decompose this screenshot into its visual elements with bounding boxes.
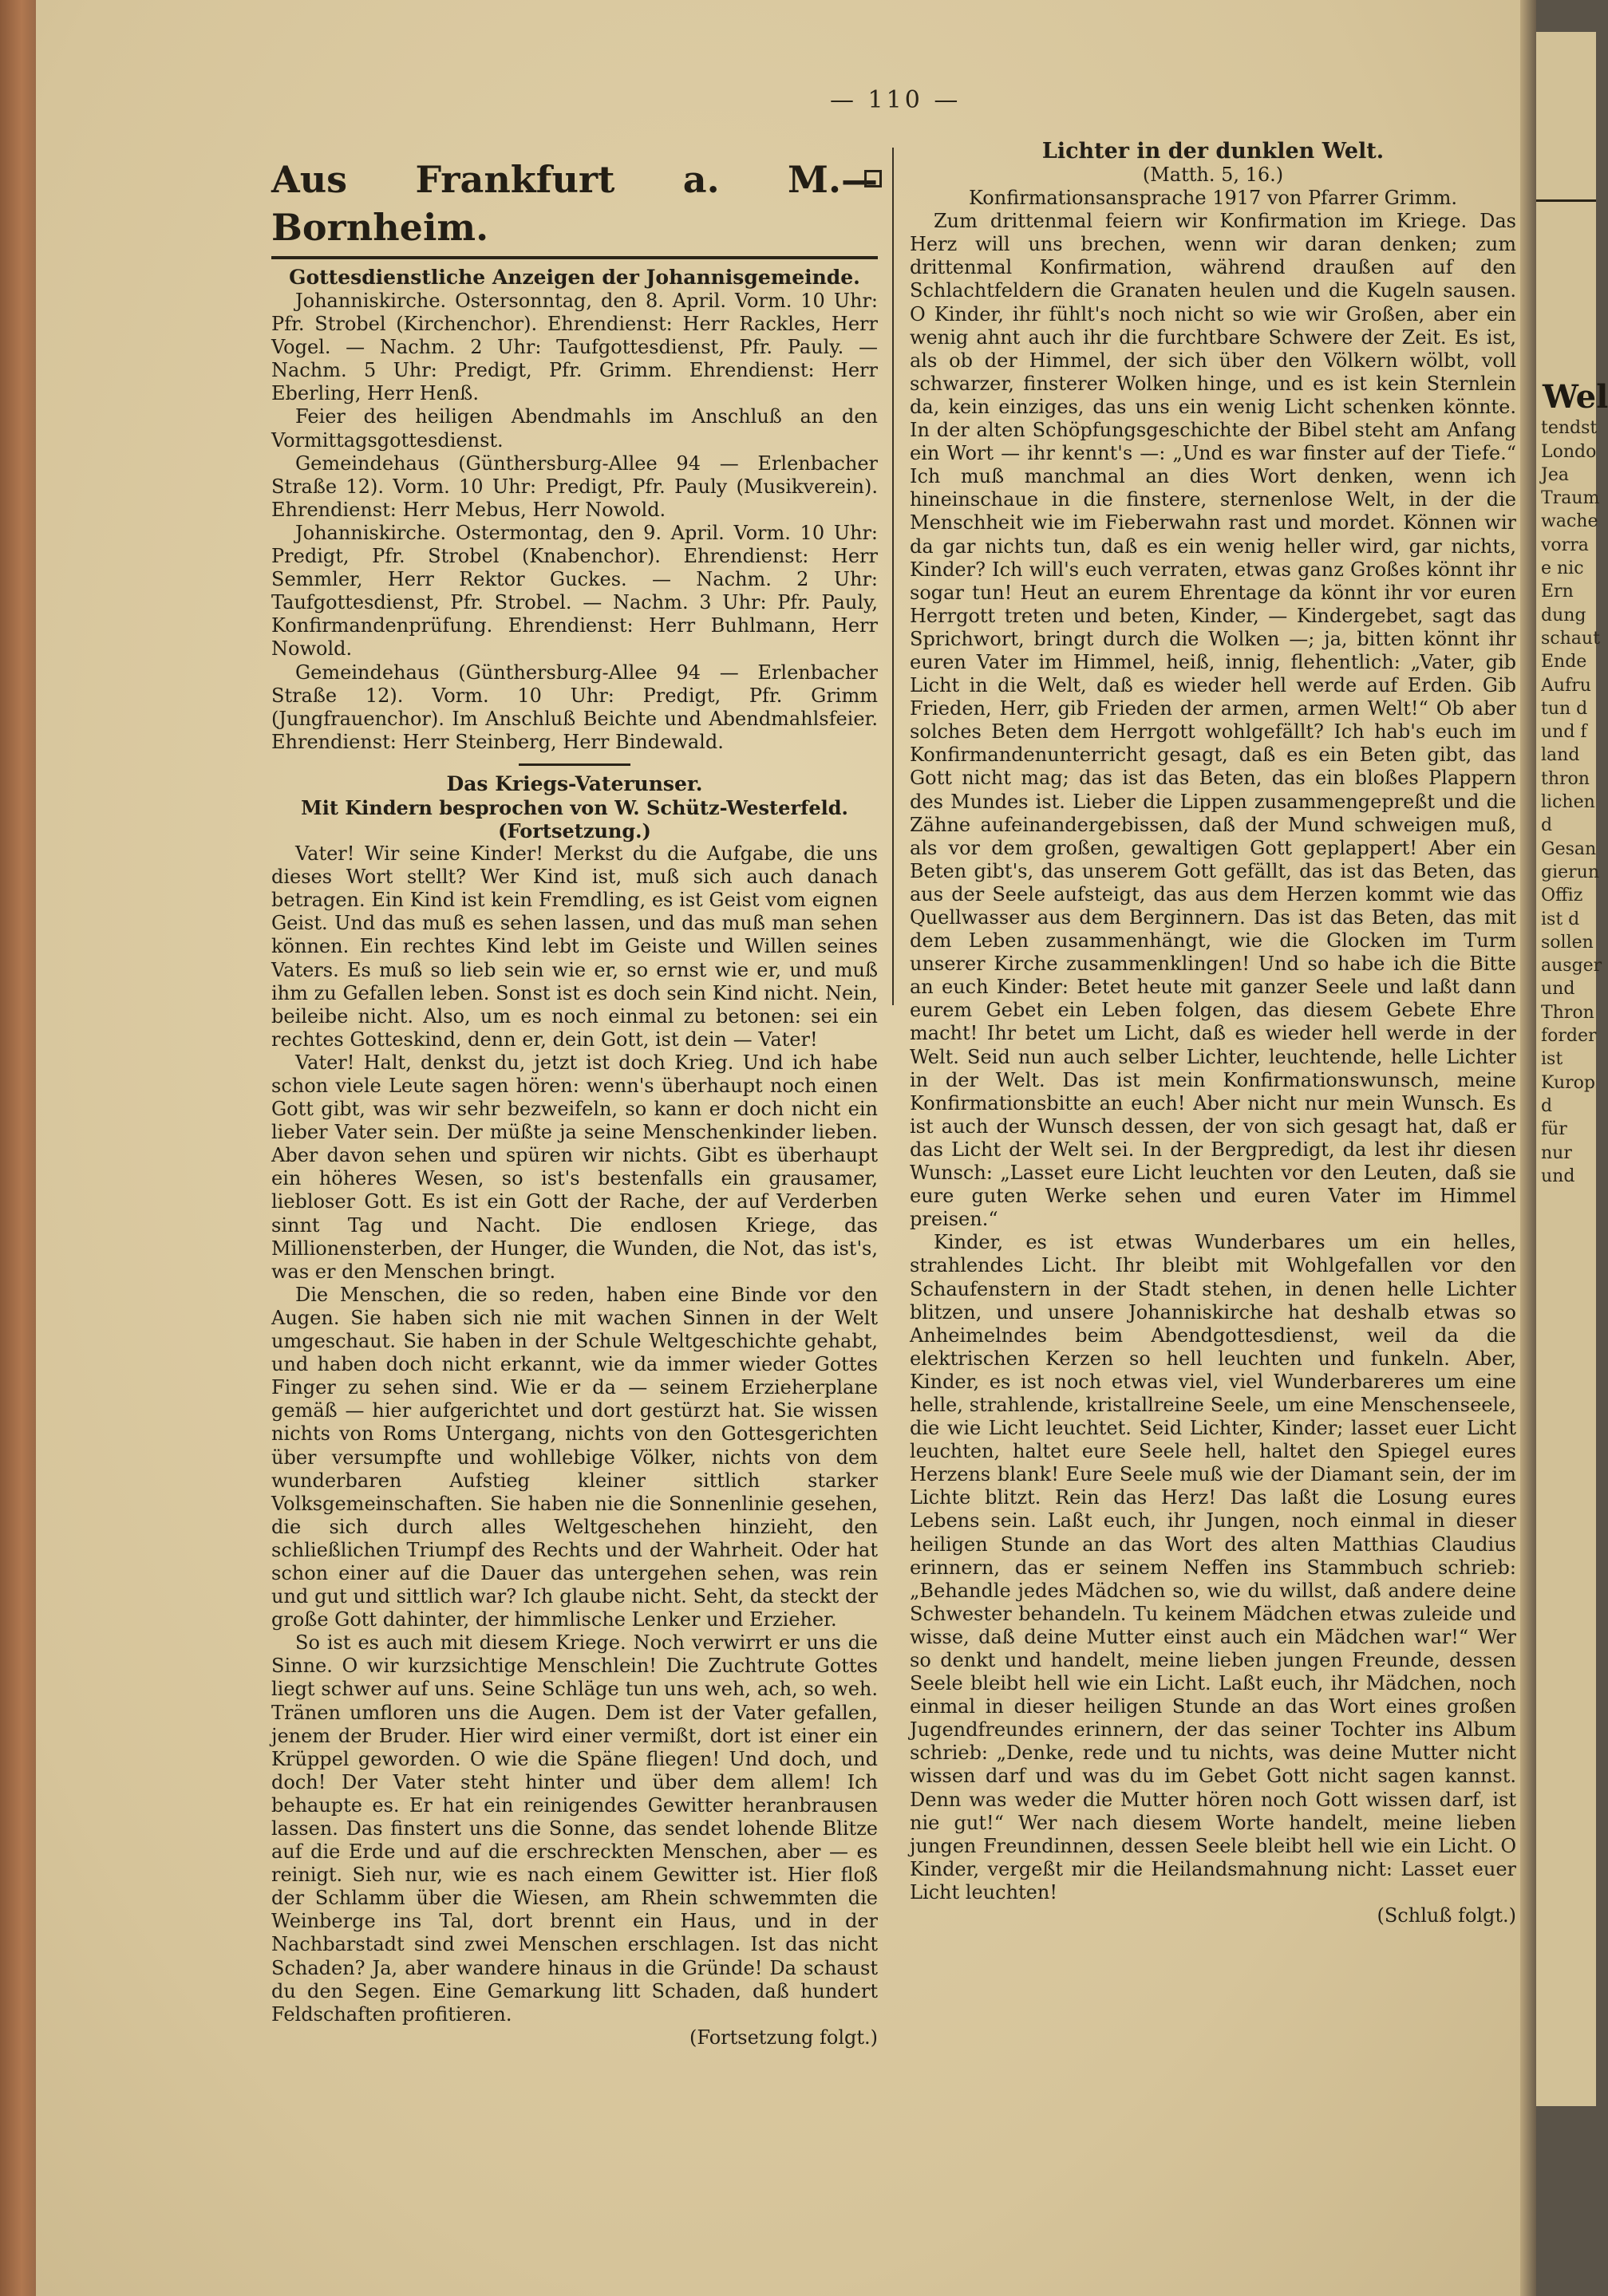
column-divider [892,148,894,1005]
section-divider [519,763,630,766]
article-title: Das Kriegs-Vaterunser. [446,771,703,795]
headline-text: Aus Frankfurt a. M.—Bornheim. [271,158,878,249]
adjacent-page-text-fragment: Londo [1541,441,1597,462]
square-ornament-icon [864,170,882,187]
local-news-headline [271,156,878,259]
adjacent-page-text-fragment: und f [1541,722,1587,743]
article-paragraph: Vater! Halt, denkst du, jetzt ist doch Krieg. Und ich habe schon viele Leute sagen hören: wenn's überhaupt noch einen Gott gibt, was wir sehr bezweifeln, so kann er doch nicht ein lieber Vater sein. Der müßte ja seine Menschenkinder lieben. Aber davon sehen und spüren wir nichts. Gibt es überhaupt ein höheres Wesen, so ist's bestenfalls ein grausamer, liebloser Gott. Es ist ein Gott der Rache, der auf Verderben sinnt Tag und Nacht. Die endlosen Kriege, das Millionensterben, der Hunger, die Wunden, die Not, das ist's, was er den Menschen bringt. [271,1051,878,1283]
adjacent-page-text-fragment: vorra [1541,535,1589,555]
service-notice: Gemeindehaus (Günthersburg-Allee 94 — Erlenbacher Straße 12). Vorm. 10 Uhr: Predigt, Pfr. Grimm (Jungfrauenchor). Im Anschluß Beichte und Abendmahlsfeier. Ehrendienst: Herr Steinberg, Herr Bindewald. [271,661,878,753]
adjacent-page-edge [1536,32,1608,2106]
adjacent-page-text-fragment: e nic [1541,558,1584,579]
page-number: — 110 — [830,86,962,114]
adjacent-page-text-fragment: d [1541,1095,1553,1116]
page-gutter [1520,0,1536,2296]
concluding-note: (Schluß folgt.) [1377,1904,1516,1927]
scripture-reference: (Matth. 5, 16.) [1142,164,1284,186]
service-notice: Gemeindehaus (Günthersburg-Allee 94 — Erlenbacher Straße 12). Vorm. 10 Uhr: Predigt, Pfr. Pauly (Musikverein). Ehrendienst: Herr Mebus, Herr Nowold. [271,452,878,521]
service-notice: Feier des heiligen Abendmahls im Anschluß an den Vormittagsgottesdienst. [271,405,878,452]
adjacent-page-text-fragment: forder [1541,1026,1597,1047]
continued-note: (Fortsetzung folgt.) [689,2026,878,2049]
adjacent-page-text-fragment: tendst [1541,418,1598,439]
sermon-paragraph: Zum drittenmal feiern wir Konfirmation im Kriege. Das Herz will uns brechen, wenn wir daran denken; zum drittenmal Konfirmation, während draußen auf den Schlachtfeldern die Granaten heulen und die Kugeln sausen. O Kinder, ihr fühlt's noch nicht so wie wir Großen, aber ein wenig ahnt auch ihr die furchtbare Schwere der Zeit. Es ist, als ob der Himmel, der sich über den Völkern wölbt, voll schwarzer, finsterer Wolken hinge, und es ist kein Sternlein da, kein einziges, das uns ein wenig Licht schenken könnte. In der alten Schöpfungsgeschichte der Bibel steht am Anfang ein Wort — ihr kennt's —: „Und es war finster auf der Tiefe.“ Ich muß manchmal an dies Wort denken, wenn ich hineinschaue in die finstere, sternenlose Welt, in der die Menschheit wie im Fieberwahn rast und mordet. Können wir da gar nichts tun, daß es ein wenig heller wird, gar nichts, Kinder? Ich will's euch verraten, etwas ganz Großes könnt ihr sogar tun! Heut an eurem Ehrentage da könnt ihr vor euren Herrgott treten und beten, Kinder, — Kindergebet, sagt das Sprichwort, bringt durch die Wolken —; ja, bitten könnt ihr euren Vater im Himmel, heiß, innig, flehentlich: „Vater, gib Licht in die Welt, daß es wieder hell werde auf Erden. Gib Frieden, Herr, gib Frieden der armen, armen Welt!“ Ob aber solches Beten dem Herrgott wohlgefällt? Ich hab's euch im Konfirmandenunterricht gesagt, daß es ein Beten gibt, das Gott nicht mag; das ist das Beten, das ein bloßes Plappern des Mundes ist. Lieber die Lippen zusammengepreßt und die Zähne aufeinandergebissen, daß der Mund schweigen muß, als vor dem großen, gewaltigen Gott geplappert! Aber ein Beten gibt's, das unserem Gott gefällt, das ist das Beten, das aus der Seele aufsteigt, das aus dem Herzen kommt wie das Quellwasser aus dem Berginnern. Das ist das Beten, das mit dem Leben zusammenhängt, wie die Glocken im Turm unserer Kirche zusammenklingen! Und so habe ich die Bitte an euch Kinder: Betet heute mit ganzer Seele und laßt dann eurem Gebet ein Leben folgen, das diesem Gebete Ehre macht! Ihr betet um Licht, daß es wieder hell werde in der Welt. Seid nun auch selber Lichter, leuchtende, helle Lichter in der Welt. Das ist mein Konfirmationswunsch, meine Konfirmationsbitte an euch! Aber nicht nur mein Wunsch. Es ist auch der Wunsch dessen, der von sich gesagt hat, daß er das Licht der Welt sei. In der Bergpredigt, da lest ihr diesen Wunsch: „Lasset eure Licht leuchten vor den Leuten, daß sie eure guten Werke sehen und euren Vater im Himmel preisen.“ [910,210,1516,1231]
article-paragraph: Die Menschen, die so reden, haben eine Binde vor den Augen. Sie haben sich nie mit wachen Sinnen in der Welt umgeschaut. Sie haben in der Schule Weltgeschichte gehabt, und haben doch nicht erkannt, wie da immer wieder Gottes Finger zu sehen sind. Wie er da — seinem Erzieherplane gemäß — hier aufgerichtet und dort gestürzt hat. Sie wissen nichts von Roms Untergang, nichts von den Gottesgerichten über versumpfte und wohllebige Völker, nichts von dem wunderbaren Aufstieg kleiner sittlich starker Volksgemeinschaften. Sie haben nie die Sonnenlinie gesehen, die sich durch alles Weltgeschehen hinzieht, den schließlichen Triumpf des Rechts und der Wahrheit. Oder hat schon einer auf die Dauer das untergehen sehen, was rein und gut und sittlich war? Ich glaube nicht. Seht, da steckt der große Gott dahinter, der himmlische Lenker und Erzieher. [271,1283,878,1631]
adjacent-page-text-fragment: ist d [1541,909,1580,929]
article-paragraph: Vater! Wir seine Kinder! Merkst du die Aufgabe, die uns dieses Wort stellt? Wer Kind ist, muß sich auch danach betragen. Ein Kind ist kein Fremdling, es ist Geist vom eignen Geist. Und das muß es sehen lassen, und das muß man sehen können. Ein rechtes Kind lebt im Geiste und Willen seines Vaters. Es muß so lieb sein wie er, so ernst wie er, und muß ihm zu Gefallen leben. Sonst ist es doch sein Kind nicht. Nein, beileibe nicht. Also, um es noch einmal zu betonen: sei ein rechtes Gotteskind, denn er, dein Gott, ist dein — Vater! [271,842,878,1051]
adjacent-page-text-fragment: Jea [1541,464,1569,485]
adjacent-page-text-fragment: lichen [1541,792,1595,813]
left-column [271,156,878,2049]
adjacent-page-text-fragment: Ern [1541,582,1574,602]
adjacent-page-text-fragment: Traum [1541,488,1600,509]
adjacent-page-text-fragment: und [1541,979,1575,1000]
adjacent-page-heading-fragment: Wel [1536,199,1596,416]
adjacent-page-text-fragment: ausger [1541,956,1602,976]
sermon-paragraph: Kinder, es ist etwas Wunderbares um ein helles, strahlendes Licht. Ihr bleibt mit Wohlgefallen vor den Schaufenstern in der Stadt stehen, in denen helle Lichter blitzen, und unsere Johanniskirche hat deshalb etwas so Anheimelndes beim Abendgottesdienst, weil da die elektrischen Kerzen so hell leuchten und funkeln. Aber, Kinder, es ist noch etwas viel, viel Wunderbareres um eine helle, strahlende, kristallreine Seele, um eine Menschenseele, die wie Licht leuchtet. Seid Lichter, Kinder; lasset euer Licht leuchten, haltet eure Seele hell, haltet den Spiegel eures Herzens blank! Eure Seele muß wie der Diamant sein, der im Lichte blitzt. Rein das Herz! Das laßt die Losung eures Lebens sein. Laßt euch, ihr Jungen, noch einmal in dieser heiligen Stunde an das Wort des alten Matthias Claudius erinnern, das er seinem Neffen ins Stammbuch schrieb: „Behandle jedes Mädchen so, wie du willst, daß andere deine Schwester behandeln. Tu keinem Mädchen etwas zuleide und wisse, daß deine Mutter einst auch ein Mädchen war!“ Wer so denkt und handelt, meine lieben jungen Freunde, dessen Seele bleibt hell wie ein Licht. Laßt euch, ihr Mädchen, noch einmal in dieser heiligen Stunde an das Wort eines großen Jugendfreundes erinnern, der das seiner Tochter ins Album schrieb: „Denke, rede und tu nichts, was deine Mutter nicht wissen darf und was du im Gebet Gott nicht sagen kannst. Denn was weder die Mutter hören noch Gott wissen darf, ist nie gut!“ Wer nach diesem Worte handelt, meine lieben jungen Freundinnen, dessen Seele bleibt hell wie ein Licht. O Kinder, vergeßt mir die Heilandsmahnung nicht: Lasset euer Licht leuchten! [910,1231,1516,1903]
adjacent-page-text-fragment: Gesan [1541,838,1597,859]
adjacent-page-text-fragment: wache [1541,511,1598,532]
adjacent-page-text-fragment: Aufru [1541,675,1591,696]
adjacent-page-text-fragment: sollen [1541,932,1594,953]
adjacent-page-text-fragment: thron [1541,768,1590,789]
adjacent-page-text-fragment: Ende [1541,652,1587,673]
adjacent-page-text-fragment: gierun [1541,862,1599,882]
adjacent-page-text-fragment: tun d [1541,698,1588,719]
book-binding [0,0,36,2296]
adjacent-page-text-fragment: d [1541,815,1553,836]
adjacent-page-text-fragment: Kurop [1541,1072,1595,1093]
adjacent-page-text-fragment: land [1541,745,1580,766]
sermon-intro: Konfirmationsansprache 1917 von Pfarrer Grimm. [968,187,1458,210]
adjacent-page-text-fragment: und [1541,1166,1575,1186]
adjacent-page-text-fragment: schaut [1541,628,1600,649]
article-paragraph: So ist es auch mit diesem Kriege. Noch verwirrt er uns die Sinne. O wir kurzsichtige Menschlein! Die Zuchtrute Gottes liegt schwer auf uns. Seine Schläge tun uns weh, ach, so weh. Tränen umfloren uns die Augen. Dem ist der Vater gefallen, jenem der Bruder. Hier wird einer vermißt, dort ist einer ein Krüppel geworden. O wie die Späne fliegen! Und doch, und doch! Der Vater steht hinter und über dem allem! Ich behaupte es. Er hat ein reinigendes Gewitter heranbrausen lassen. Das finstert uns die Sonne, das sendet lohende Blitze auf die Erde und auf die erschreckten Menschen, aber — es reinigt. Sieh nur, wie es nach einem Gewitter ist. Hier floß der Schlamm über die Wiesen, am Rhein schwemmten die Weinberge ins Tal, dort brennt ein Haus, und in der Nachbarstadt sind zwei Menschen erschlagen. Ist das nicht Schaden? Ja, aber wandere hinaus in die Gründe! Da schaust du den Segen. Eine Gemarkung litt Schaden, daß hundert Feldschaften profitieren. [271,1631,878,2026]
service-notice: Johanniskirche. Ostersonntag, den 8. April. Vorm. 10 Uhr: Pfr. Strobel (Kirchenchor). Ehrendienst: Herr Rackles, Herr Vogel. — Nachm. 2 Uhr: Taufgottesdienst, Pfr. Pauly. — Nachm. 5 Uhr: Predigt, Pfr. Grimm. Ehrendienst: Herr Eberling, Herr Henß. [271,290,878,405]
adjacent-page-text-fragment: Offiz [1541,886,1583,906]
right-column [910,140,1516,1927]
adjacent-page-text-fragment: dung [1541,605,1586,625]
service-notice: Johanniskirche. Ostermontag, den 9. April. Vorm. 10 Uhr: Predigt, Pfr. Strobel (Knabenchor). Ehrendienst: Herr Semmler, Herr Rektor Guckes. — Nachm. 2 Uhr: Taufgottesdienst, Pfr. Strobel. — Nachm. 3 Uhr: Pfr. Pauly, Konfirmandenprüfung. Ehrendienst: Herr Buhlmann, Herr Nowold. [271,521,878,661]
article-byline: Mit Kindern besprochen von W. Schütz-Westerfeld. [301,795,848,819]
adjacent-page-text-fragment: nur [1541,1142,1572,1163]
adjacent-page-text-fragment: ist [1541,1049,1563,1070]
sermon-title: Lichter in der dunklen Welt. [1041,139,1385,164]
adjacent-page-text-fragment: Thron [1541,1002,1594,1023]
adjacent-page-text-fragment: für [1541,1119,1567,1140]
continuation-note: (Fortsetzung.) [498,819,651,842]
services-heading: Gottesdienstliche Anzeigen der Johannisgemeinde. [289,266,860,289]
